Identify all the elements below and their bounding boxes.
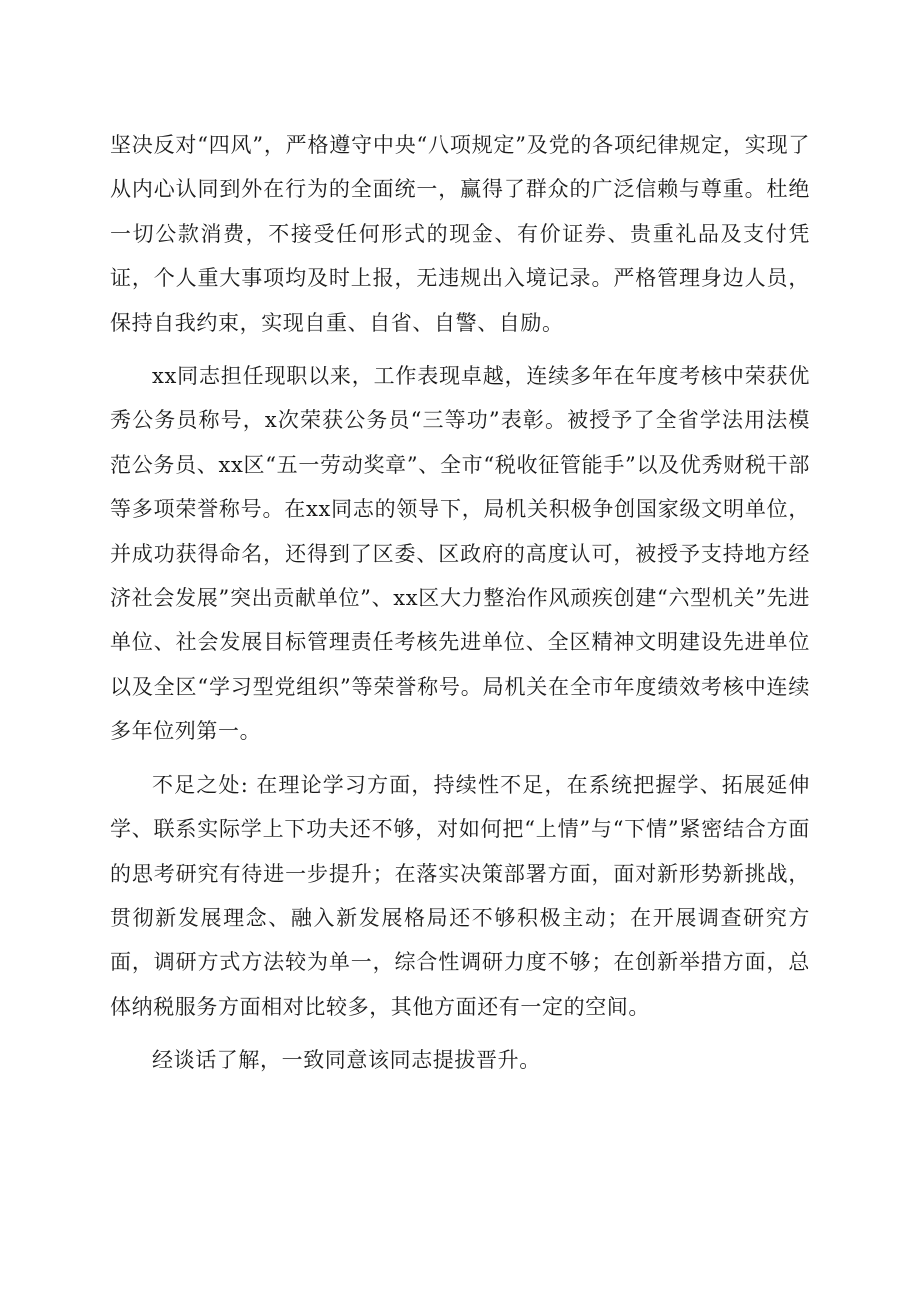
- paragraph-conclusion: 经谈话了解，一致同意该同志提拔晋升。: [152, 1048, 541, 1073]
- paragraph-discipline: 坚决反对“四风”，严格遵守中央“八项规定”及党的各项纪律规定，实现了从内心认同到外在行为的全面统一，赢得了群众的广泛信赖与尊重。杜绝一切公款消费，不接受任何形式的现金、有价证券、贵重礼品及支付凭证，个人重大事项均及时上报，无违规出入境记录。严格管理身边人员，保持自我约束，实现自重、自省、自警、自励。: [110, 133, 810, 335]
- document-body: [110, 123, 810, 1083]
- paragraph-achievements: xx同志担任现职以来，工作表现卓越，连续多年在年度考核中荣获优秀公务员称号，x次荣获公务员“三等功”表彰。被授予了全省学法用法模范公务员、xx区“五一劳动奖章”、全市“税收征管能手”以及优秀财税干部等多项荣誉称号。在xx同志的领导下，局机关积极争创国家级文明单位，并成功获得命名，还得到了区委、区政府的高度认可，被授予支持地方经济社会发展”突出贡献单位”、xx区大力整治作风顽疾创建“六型机关”先进单位、社会发展目标管理责任考核先进单位、全区精神文明建设先进单位以及全区“学习型党组织”等荣誉称号。局机关在全市年度绩效考核中连续多年位列第一。: [110, 364, 810, 744]
- paragraph-shortcomings: 不足之处: 在理论学习方面，持续性不足，在系统把握学、拓展延伸学、联系实际学上下功夫还不够，对如何把“上情”与“下情”紧密结合方面的思考研究有待进一步提升；在落实决策部署方面，面对新形势新挑战，贯彻新发展理念、融入新发展格局还不够积极主动；在开展调查研究方面，调研方式方法较为单一，综合性调研力度不够；在创新举措方面，总体纳税服务方面相对比较多，其他方面还有一定的空间。: [110, 772, 810, 1019]
